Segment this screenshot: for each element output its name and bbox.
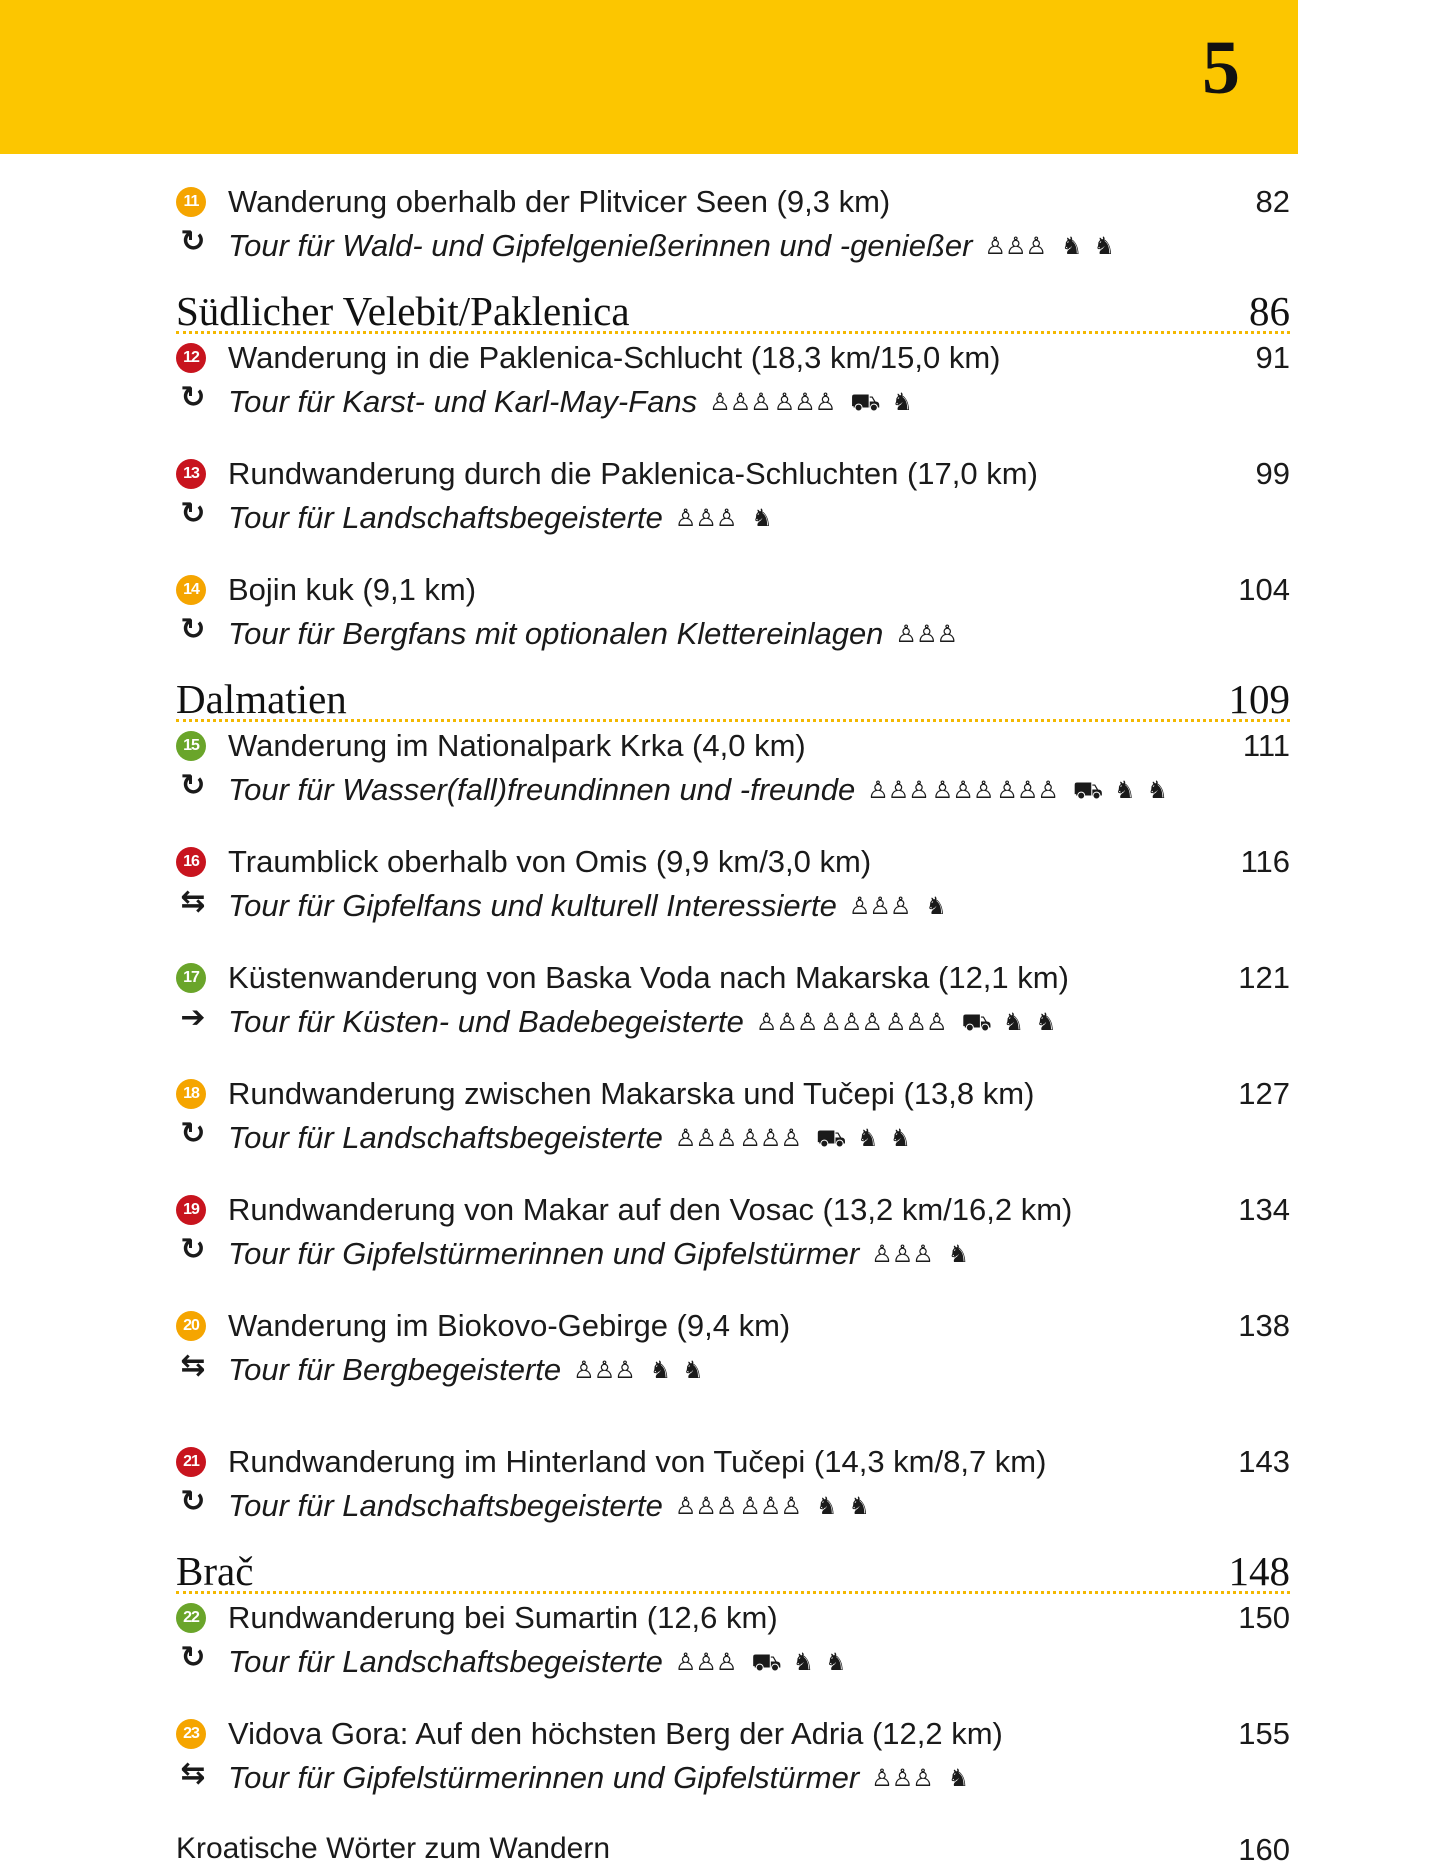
entry-title-line: [176, 1712, 1290, 1756]
activity-icons: [573, 1357, 703, 1384]
loop-arrow-icon: ↻: [180, 769, 206, 802]
activity-icons: [895, 621, 960, 648]
family-icon: ♙♙♙: [674, 505, 737, 532]
dog-icon: ♞: [792, 1648, 814, 1676]
toc-entry[interactable]: [176, 840, 1290, 928]
loop-arrow-icon: ↻: [180, 225, 206, 258]
entry-page-number: 104: [1238, 572, 1290, 607]
tour-number-badge: 17: [176, 963, 206, 993]
entry-page-number: 99: [1255, 456, 1290, 491]
entry-page-number: 138: [1238, 1308, 1290, 1343]
tour-number-badge: 23: [176, 1719, 206, 1749]
dog-icon: ♞: [815, 1492, 837, 1520]
stroller-icon: ⛟: [1072, 777, 1103, 804]
dog-icon: ♞: [1093, 232, 1115, 260]
entry-title[interactable]: Wanderung im Nationalpark Krka (4,0 km): [228, 728, 806, 763]
toc-entry[interactable]: [176, 336, 1290, 424]
entry-title[interactable]: Rundwanderung durch die Paklenica-Schluchten (17,0 km): [228, 456, 1038, 491]
dog-icon: ♞: [1002, 1008, 1024, 1036]
entry-title[interactable]: Vidova Gora: Auf den höchsten Berg der Adria (12,2 km): [228, 1716, 1003, 1751]
toc-entry[interactable]: [176, 1712, 1290, 1800]
entry-page-number: 150: [1238, 1600, 1290, 1635]
toc-entry[interactable]: [176, 724, 1290, 812]
entry-page-number: 111: [1242, 728, 1290, 763]
section-heading: [176, 1542, 1290, 1594]
entry-subtitle-line: [176, 496, 1290, 540]
tour-number-badge: 14: [176, 575, 206, 605]
tour-number-badge: 16: [176, 847, 206, 877]
loop-arrow-icon: ↻: [180, 1641, 206, 1674]
toc-entry[interactable]: [176, 1072, 1290, 1160]
entry-title-line: [176, 1596, 1290, 1640]
entry-title-line: [176, 1304, 1290, 1348]
dotted-rule: [176, 1591, 1290, 1594]
toc-entry[interactable]: [176, 568, 1290, 656]
entry-subtitle: Tour für Gipfelstürmerinnen und Gipfelstürmer ♙♙♙ ♞: [228, 1236, 969, 1271]
entry-title-line: [176, 956, 1290, 1000]
entry-title[interactable]: Bojin kuk (9,1 km): [228, 572, 477, 607]
activity-icons: [756, 1009, 1056, 1036]
activity-icons: [849, 893, 946, 920]
footer-page-number: 160: [1238, 1832, 1290, 1867]
entry-title[interactable]: Rundwanderung zwischen Makarska und Tučepi (13,8 km): [228, 1076, 1035, 1111]
family-icon: ♙♙♙: [871, 1241, 933, 1268]
entry-subtitle-line: [176, 1232, 1290, 1276]
return-arrows-icon: ⇆: [180, 1349, 206, 1382]
family-icon: ♙♙♙: [996, 777, 1058, 804]
family-icon: ♙♙♙: [674, 1649, 737, 1676]
activity-icons: [709, 389, 912, 416]
entry-page-number: 155: [1238, 1716, 1290, 1751]
entry-title[interactable]: Rundwanderung im Hinterland von Tučepi (14,3 km/8,7 km): [228, 1444, 1047, 1479]
activity-icons: [675, 1649, 846, 1676]
dog-icon: ♞: [751, 504, 772, 532]
table-of-contents: [176, 180, 1290, 1872]
entry-title[interactable]: Wanderung im Biokovo-Gebirge (9,4 km): [228, 1308, 791, 1343]
entry-title[interactable]: Traumblick oberhalb von Omis (9,9 km/3,0 km): [228, 844, 872, 879]
family-icon: ♙♙♙: [848, 893, 911, 920]
entry-title-line: [176, 180, 1290, 224]
family-icon: ♙♙♙: [739, 1125, 801, 1152]
entry-subtitle-line: [176, 1348, 1290, 1392]
entry-title-line: [176, 568, 1290, 612]
family-icon: ♙♙♙: [674, 1125, 737, 1152]
tour-number-badge: 21: [176, 1447, 206, 1477]
toc-entry[interactable]: [176, 180, 1290, 268]
entry-subtitle: Tour für Wald- und Gipfelgenießerinnen und -genießer ♙♙♙ ♞ ♞: [228, 228, 1115, 263]
section-title[interactable]: Brač: [176, 1548, 254, 1594]
entry-subtitle-line: [176, 612, 1290, 656]
dotted-rule: [176, 719, 1290, 722]
section-page-number: 86: [1249, 288, 1290, 334]
family-icon: ♙♙♙: [895, 621, 957, 648]
entry-subtitle-line: [176, 1640, 1290, 1684]
family-icon: ♙♙♙: [773, 389, 836, 416]
section-title[interactable]: Dalmatien: [176, 676, 347, 722]
dog-icon: ♞: [1035, 1008, 1056, 1036]
toc-entry[interactable]: [176, 1304, 1290, 1392]
entry-title-line: [176, 724, 1290, 768]
tour-number-badge: 12: [176, 343, 206, 373]
entry-subtitle: Tour für Karst- und Karl-May-Fans ♙♙♙ ♙♙♙ ⛟ ♞: [228, 384, 912, 419]
tour-number-badge: 13: [176, 459, 206, 489]
entry-subtitle: Tour für Gipfelstürmerinnen und Gipfelstürmer ♙♙♙ ♞: [228, 1760, 969, 1795]
section-title[interactable]: Südlicher Velebit/Paklenica: [176, 288, 630, 334]
entry-page-number: 134: [1238, 1192, 1290, 1227]
dog-icon: ♞: [1114, 776, 1135, 804]
entry-subtitle: Tour für Gipfelfans und kulturell Interessierte ♙♙♙ ♞: [228, 888, 946, 923]
entry-subtitle-line: [176, 884, 1290, 928]
dog-icon: ♞: [857, 1124, 878, 1152]
dog-icon: ♞: [848, 1492, 869, 1520]
entry-title[interactable]: Küstenwanderung von Baska Voda nach Makarska (12,1 km): [228, 960, 1069, 995]
dog-icon: ♞: [825, 1648, 846, 1676]
dog-icon: ♞: [649, 1356, 671, 1384]
section-heading: [176, 670, 1290, 722]
family-icon: ♙♙♙: [871, 1765, 933, 1792]
stroller-icon: ⛟: [751, 1649, 781, 1676]
activity-icons: [984, 233, 1114, 260]
entry-page-number: 91: [1255, 340, 1290, 375]
family-icon: ♙♙♙: [739, 1493, 801, 1520]
section-page-number: 148: [1228, 1548, 1290, 1594]
family-icon: ♙♙♙: [573, 1357, 635, 1384]
entry-title-line: [176, 1188, 1290, 1232]
entry-subtitle-line: [176, 380, 1290, 424]
activity-icons: [675, 1125, 910, 1152]
entry-page-number: 121: [1238, 960, 1290, 995]
entry-page-number: 82: [1255, 184, 1290, 219]
dog-icon: ♞: [1146, 776, 1168, 804]
tour-number-badge: 15: [176, 731, 206, 761]
family-icon: ♙♙♙: [984, 233, 1046, 260]
entry-subtitle-line: [176, 1116, 1290, 1160]
family-icon: ♙♙♙: [884, 1009, 947, 1036]
stroller-icon: ⛟: [961, 1009, 991, 1036]
activity-icons: [871, 1765, 968, 1792]
entry-page-number: 143: [1238, 1444, 1290, 1479]
dotted-rule: [176, 331, 1290, 334]
entry-title-line: [176, 336, 1290, 380]
family-icon: ♙♙♙: [755, 1009, 818, 1036]
dog-icon: ♞: [682, 1356, 703, 1384]
loop-arrow-icon: ↻: [180, 1117, 206, 1150]
loop-arrow-icon: ↻: [180, 381, 206, 414]
family-icon: ♙♙♙: [820, 1009, 882, 1036]
family-icon: ♙♙♙: [867, 777, 929, 804]
tour-number-badge: 19: [176, 1195, 206, 1225]
entry-subtitle: Tour für Bergfans mit optionalen Klettereinlagen ♙♙♙: [228, 616, 960, 652]
footer-entry[interactable]: [176, 1828, 1290, 1872]
activity-icons: [871, 1241, 968, 1268]
footer-title[interactable]: Kroatische Wörter zum Wandern: [176, 1832, 611, 1865]
dog-icon: ♞: [947, 1764, 969, 1792]
tour-number-badge: 22: [176, 1603, 206, 1633]
dog-icon: ♞: [947, 1240, 969, 1268]
entry-subtitle-line: [176, 768, 1290, 812]
return-arrows-icon: ⇆: [180, 1757, 206, 1790]
activity-icons: [867, 777, 1167, 804]
entry-subtitle: Tour für Landschaftsbegeisterte ♙♙♙ ♙♙♙ ⛟ ♞ ♞: [228, 1120, 911, 1155]
dog-icon: ♞: [891, 388, 912, 416]
entry-subtitle: Tour für Bergbegeisterte ♙♙♙ ♞ ♞: [228, 1352, 703, 1387]
entry-subtitle-line: [176, 1756, 1290, 1800]
entry-title[interactable]: Wanderung in die Paklenica-Schlucht (18,3 km/15,0 km): [228, 340, 1001, 375]
toc-entry[interactable]: [176, 452, 1290, 540]
entry-subtitle-line: [176, 224, 1290, 268]
tour-number-badge: 20: [176, 1311, 206, 1341]
tour-number-badge: 18: [176, 1079, 206, 1109]
header-bar: [0, 0, 1298, 154]
loop-arrow-icon: ↻: [180, 1485, 206, 1518]
stroller-icon: ⛟: [815, 1125, 846, 1152]
family-icon: ♙♙♙: [709, 389, 771, 416]
one-way-arrow-icon: ➔: [180, 1001, 206, 1034]
entry-title[interactable]: Wanderung oberhalb der Plitvicer Seen (9,3 km): [228, 184, 891, 219]
entry-subtitle: Tour für Landschaftsbegeisterte ♙♙♙ ♙♙♙ ♞ ♞: [228, 1488, 869, 1523]
family-icon: ♙♙♙: [674, 1493, 737, 1520]
dog-icon: ♞: [1061, 232, 1082, 260]
entry-title-line: [176, 1072, 1290, 1116]
entry-title-line: [176, 840, 1290, 884]
dog-icon: ♞: [925, 892, 946, 920]
entry-subtitle: Tour für Küsten- und Badebegeisterte ♙♙♙ ♙♙♙ ♙♙♙ ⛟ ♞ ♞: [228, 1004, 1056, 1039]
toc-entry[interactable]: [176, 1188, 1290, 1276]
activity-icons: [675, 505, 772, 532]
entry-subtitle: Tour für Landschaftsbegeisterte ♙♙♙ ♞: [228, 500, 772, 535]
toc-entry[interactable]: [176, 956, 1290, 1044]
entry-subtitle-line: [176, 1000, 1290, 1044]
entry-page-number: 127: [1238, 1076, 1290, 1111]
entry-subtitle: Tour für Landschaftsbegeisterte ♙♙♙ ⛟ ♞ ♞: [228, 1644, 846, 1679]
entry-title[interactable]: Rundwanderung bei Sumartin (12,6 km): [228, 1600, 778, 1635]
toc-entry[interactable]: [176, 1440, 1290, 1528]
loop-arrow-icon: ↻: [180, 1233, 206, 1266]
section-heading: [176, 282, 1290, 334]
entry-title-line: [176, 452, 1290, 496]
loop-arrow-icon: ↻: [180, 497, 206, 530]
entry-subtitle: Tour für Wasser(fall)freundinnen und -freunde ♙♙♙ ♙♙♙ ♙♙♙ ⛟ ♞ ♞: [228, 772, 1168, 807]
tour-number-badge: 11: [176, 187, 206, 217]
activity-icons: [675, 1493, 869, 1520]
dog-icon: ♞: [889, 1124, 911, 1152]
page-margin: [1298, 0, 1431, 1799]
return-arrows-icon: ⇆: [180, 885, 206, 918]
loop-arrow-icon: ↻: [180, 613, 206, 646]
section-page-number: 109: [1228, 676, 1290, 722]
family-icon: ♙♙♙: [931, 777, 994, 804]
entry-title-line: [176, 1440, 1290, 1484]
stroller-icon: ⛟: [850, 389, 880, 416]
page-number: 5: [1202, 26, 1240, 110]
toc-entry[interactable]: [176, 1596, 1290, 1684]
entry-page-number: 116: [1240, 844, 1290, 879]
entry-subtitle-line: [176, 1484, 1290, 1528]
entry-title[interactable]: Rundwanderung von Makar auf den Vosac (13,2 km/16,2 km): [228, 1192, 1073, 1227]
